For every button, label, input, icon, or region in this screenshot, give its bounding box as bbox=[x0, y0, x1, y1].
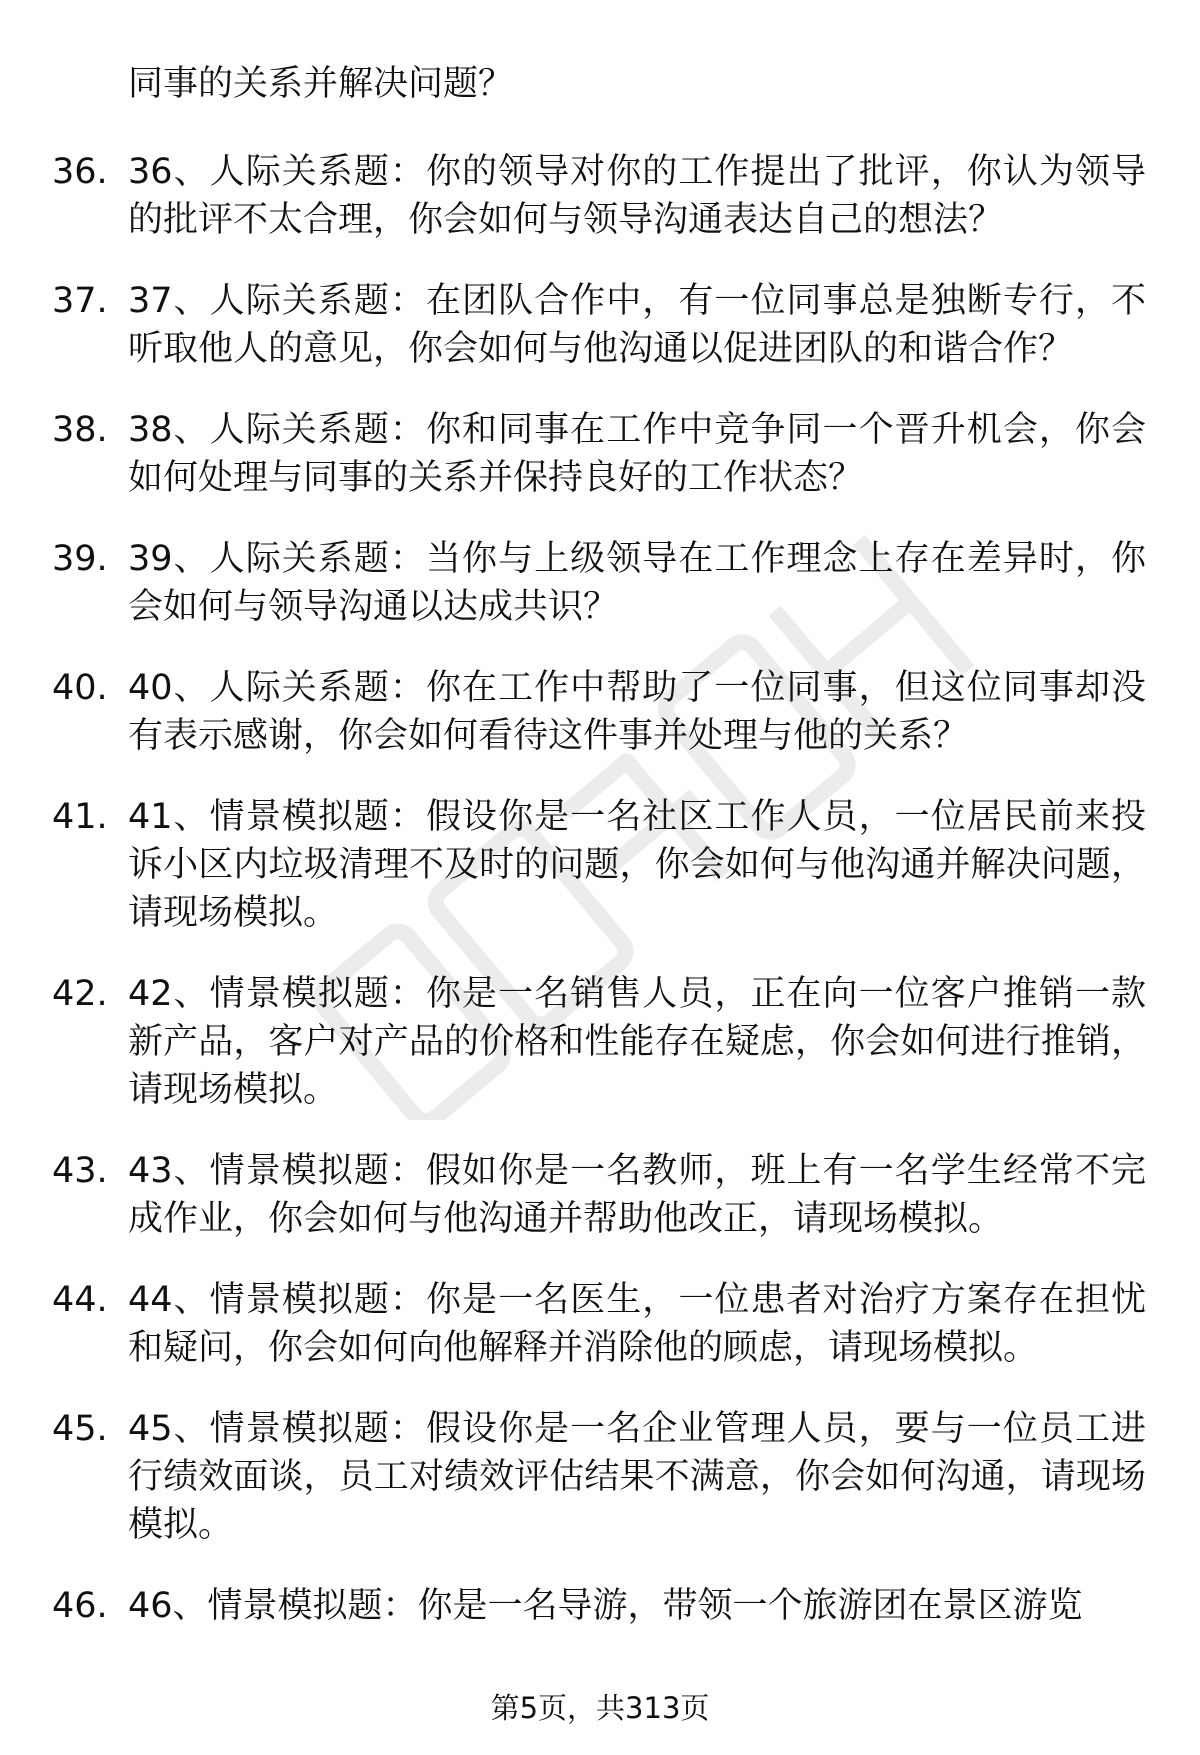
question-number: 45. bbox=[52, 1409, 108, 1449]
question-item bbox=[0, 406, 1200, 502]
question-text: 39、人际关系题：当你与上级领导在工作理念上存在差异时，你会如何与领导沟通以达成共识？ bbox=[128, 539, 1146, 627]
question-text: 38、人际关系题：你和同事在工作中竞争同一个晋升机会，你会如何处理与同事的关系并保持良好的工作状态？ bbox=[128, 410, 1146, 498]
question-number: 43. bbox=[52, 1151, 108, 1191]
question-item bbox=[0, 1147, 1200, 1243]
continued-question-text: 同事的关系并解决问题？ bbox=[128, 64, 514, 104]
question-text: 44、情景模拟题：你是一名医生，一位患者对治疗方案存在担忧和疑问，你会如何向他解释并消除他的顾虑，请现场模拟。 bbox=[128, 1280, 1146, 1368]
question-text: 41、情景模拟题：假设你是一名社区工作人员，一位居民前来投诉小区内垃圾清理不及时的问题，你会如何与他沟通并解决问题，请现场模拟。 bbox=[128, 797, 1146, 933]
question-text: 45、情景模拟题：假设你是一名企业管理人员，要与一位员工进行绩效面谈，员工对绩效评估结果不满意，你会如何沟通，请现场模拟。 bbox=[128, 1409, 1146, 1545]
question-item bbox=[0, 1405, 1200, 1549]
question-item bbox=[0, 793, 1200, 937]
question-item bbox=[0, 664, 1200, 760]
question-item bbox=[0, 970, 1200, 1114]
question-number: 40. bbox=[52, 668, 108, 708]
question-list bbox=[0, 148, 1200, 1663]
question-text: 42、情景模拟题：你是一名销售人员，正在向一位客户推销一款新产品，客户对产品的价格和性能存在疑虑，你会如何进行推销，请现场模拟。 bbox=[128, 974, 1146, 1110]
question-number: 42. bbox=[52, 974, 108, 1014]
question-item bbox=[0, 277, 1200, 373]
question-text: 37、人际关系题：在团队合作中，有一位同事总是独断专行，不听取他人的意见，你会如何与他沟通以促进团队的和谐合作？ bbox=[128, 281, 1146, 369]
question-text: 40、人际关系题：你在工作中帮助了一位同事，但这位同事却没有表示感谢，你会如何看待这件事并处理与他的关系？ bbox=[128, 668, 1146, 756]
question-item bbox=[0, 1276, 1200, 1372]
question-number: 37. bbox=[52, 281, 108, 321]
question-number: 36. bbox=[52, 152, 108, 192]
question-text: 36、人际关系题：你的领导对你的工作提出了批评，你认为领导的批评不太合理，你会如何与领导沟通表达自己的想法？ bbox=[128, 152, 1146, 240]
page-footer: 第5页，共313页 bbox=[490, 1691, 710, 1725]
question-item bbox=[0, 535, 1200, 631]
question-item bbox=[0, 148, 1200, 244]
question-number: 46. bbox=[52, 1586, 108, 1626]
question-number: 44. bbox=[52, 1280, 108, 1320]
question-number: 38. bbox=[52, 410, 108, 450]
question-number: 41. bbox=[52, 797, 108, 837]
question-text: 46、情景模拟题：你是一名导游，带领一个旅游团在景区游览 bbox=[128, 1586, 1083, 1626]
question-number: 39. bbox=[52, 539, 108, 579]
question-text: 43、情景模拟题：假如你是一名教师，班上有一名学生经常不完成作业，你会如何与他沟通并帮助他改正，请现场模拟。 bbox=[128, 1151, 1146, 1239]
question-item bbox=[0, 1582, 1200, 1630]
